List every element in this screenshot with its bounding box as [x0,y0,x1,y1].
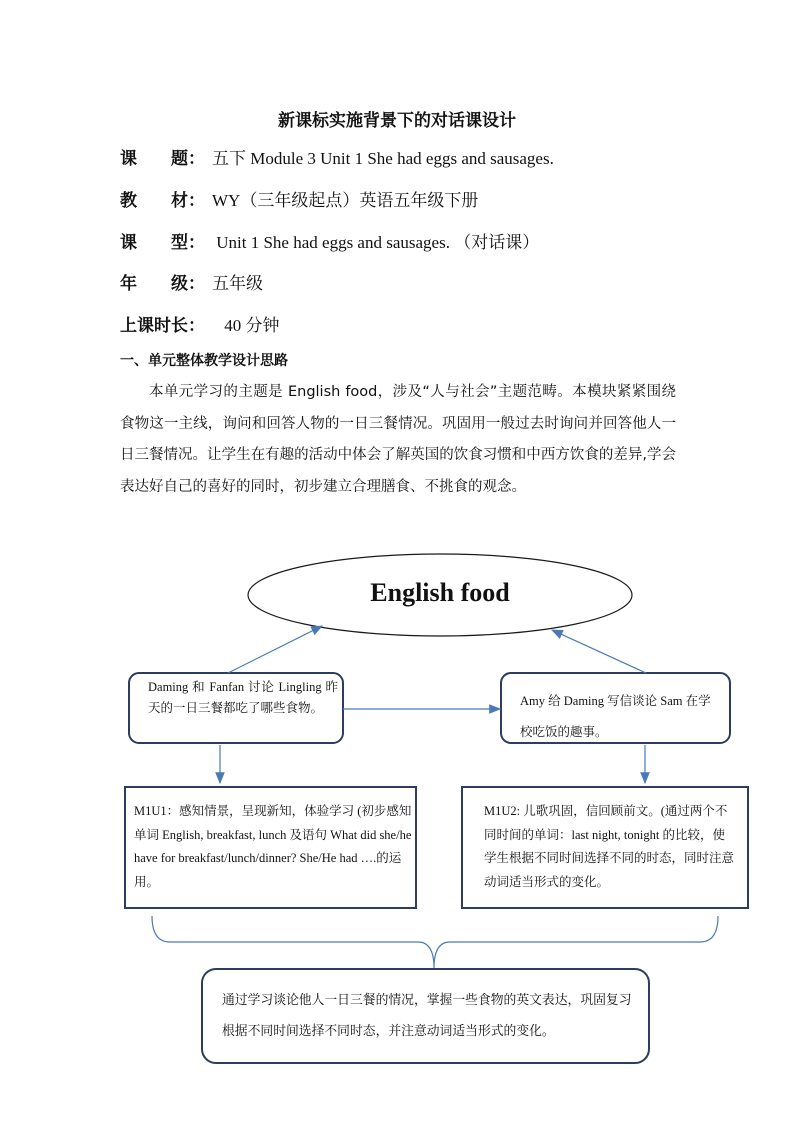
meta-duration-label: 上课时长： [120,316,205,336]
meta-textbook-label: 教 材： [120,191,205,211]
brace [152,916,718,968]
right-bottom-text: M1U2: 儿歌巩固，信回顾前文。(通过两个不同时间的单词：last night, tonight 的比较，使学生根据不同时间选择不同的时态，同时注意动词适当形式的变化。 [484,804,735,889]
arrow-right-to-center [552,630,646,673]
meta-topic-value: 五下 Module 3 Unit 1 She had eggs and sausages. [212,149,554,168]
section-heading: 一、单元整体教学设计思路 [120,353,288,369]
summary-text: 通过学习谈论他人一日三餐的情况，掌握一些食物的英文表达，巩固复习根据不同时间选择不同时态，并注意动词适当形式的变化。 [222,993,632,1038]
arrow-left-to-center [228,626,322,673]
meta-topic-label: 课 题： [120,149,205,169]
meta-grade-value: 五年级 [212,274,263,293]
page-title: 新课标实施背景下的对话课设计 [278,111,516,131]
intro-paragraph: 本单元学习的主题是 English food，涉及“人与社会”主题范畴。本模块紧紧围绕食物这一主线，询问和回答人物的一日三餐情况。巩固用一般过去时询问并回答他人一日三餐情况。让学生在有趣的活动中体会了解英国的饮食习惯和中西方饮食的差异,学会表达好自己的喜好的同时，初步建立合理膳食、不挑食的观念。 [120,384,676,495]
meta-duration-value: 40 分钟 [220,316,280,335]
right-top-text: Amy 给 Daming 写信谈论 Sam 在学校吃饭的趣事。 [520,694,711,739]
meta-grade-label: 年 级： [120,274,205,294]
meta-lesson-type-value: Unit 1 She had eggs and sausages. （对话课） [212,233,540,252]
left-top-text: Daming 和 Fanfan 讨论 Lingling 昨天的一日三餐都吃了哪些食物。 [148,680,338,715]
left-bottom-text: M1U1：感知情景，呈现新知，体验学习 (初步感知单词 English, breakfast, lunch 及语句 What did she/he have for breakfast/lunch/dinner? She/He had ….的运用。 [134,804,412,889]
meta-lesson-type-label: 课 型： [120,233,205,253]
meta-textbook-value: WY（三年级起点）英语五年级下册 [212,191,479,210]
center-label: English food [370,578,510,607]
